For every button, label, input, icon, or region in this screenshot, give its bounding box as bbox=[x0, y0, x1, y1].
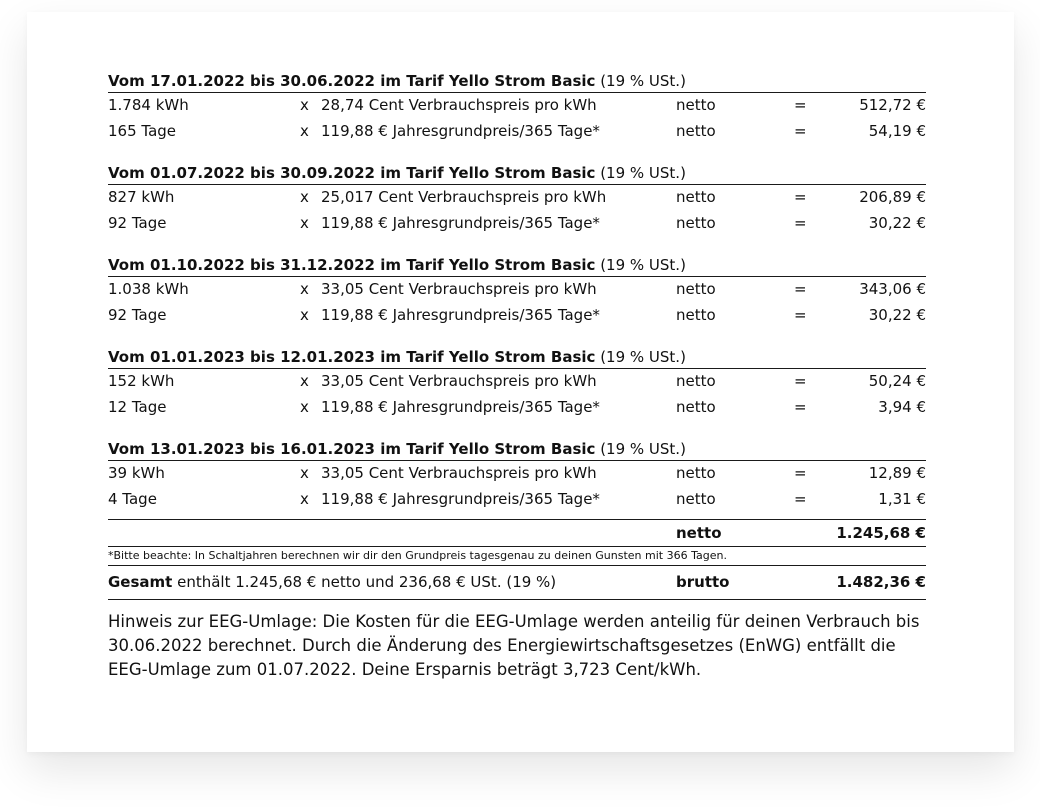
row-description: 28,74 Cent Verbrauchspreis pro kWh bbox=[321, 96, 597, 114]
row-net-label: netto bbox=[676, 397, 716, 416]
row-description: 33,05 Cent Verbrauchspreis pro kWh bbox=[321, 372, 597, 390]
row-multiplier: x bbox=[300, 280, 309, 298]
row-multiplier: x bbox=[300, 188, 309, 206]
row-equals: = bbox=[794, 489, 807, 508]
row-net-label: netto bbox=[676, 305, 716, 324]
row-amount: 206,89 € bbox=[859, 188, 926, 206]
row-amount: 30,22 € bbox=[868, 213, 926, 232]
row-quantity: 12 Tage bbox=[108, 397, 167, 416]
invoice-content bbox=[108, 70, 926, 699]
section-tax-note: (19 % USt.) bbox=[595, 164, 686, 182]
row-net-label: netto bbox=[676, 96, 716, 114]
base-price-row bbox=[108, 119, 926, 145]
row-net-label: netto bbox=[676, 372, 716, 390]
row-amount: 3,94 € bbox=[878, 397, 926, 416]
gross-total-description bbox=[108, 566, 556, 599]
section-title: Vom 01.01.2023 bis 12.01.2023 im Tarif Yello Strom Basic bbox=[108, 348, 596, 366]
section-tax-note: (19 % USt.) bbox=[595, 256, 686, 274]
row-quantity: 1.038 kWh bbox=[108, 280, 189, 298]
row-amount: 1,31 € bbox=[878, 489, 926, 508]
row-description: 119,88 € Jahresgrundpreis/365 Tage* bbox=[321, 121, 600, 140]
gross-total-label: brutto bbox=[676, 573, 730, 591]
row-multiplier: x bbox=[300, 305, 309, 324]
row-description: 25,017 Cent Verbrauchspreis pro kWh bbox=[321, 188, 607, 206]
section-header bbox=[108, 70, 926, 93]
gross-total-amount: 1.482,36 € bbox=[836, 573, 926, 591]
section-header bbox=[108, 254, 926, 277]
billing-period-section bbox=[108, 162, 926, 236]
section-title: Vom 13.01.2023 bis 16.01.2023 im Tarif Yello Strom Basic bbox=[108, 440, 596, 458]
row-description: 119,88 € Jahresgrundpreis/365 Tage* bbox=[321, 489, 600, 508]
base-price-row bbox=[108, 303, 926, 329]
consumption-row bbox=[108, 369, 926, 395]
invoice-summary bbox=[108, 519, 926, 600]
row-equals: = bbox=[794, 280, 807, 298]
billing-period-section bbox=[108, 70, 926, 144]
base-price-row bbox=[108, 487, 926, 513]
row-quantity: 92 Tage bbox=[108, 305, 167, 324]
row-net-label: netto bbox=[676, 280, 716, 298]
row-quantity: 39 kWh bbox=[108, 464, 165, 482]
consumption-row bbox=[108, 277, 926, 303]
row-multiplier: x bbox=[300, 489, 309, 508]
section-tax-note: (19 % USt.) bbox=[595, 348, 686, 366]
row-amount: 12,89 € bbox=[868, 464, 926, 482]
section-tax-note: (19 % USt.) bbox=[595, 440, 686, 458]
row-quantity: 4 Tage bbox=[108, 489, 157, 508]
section-tax-note: (19 % USt.) bbox=[595, 72, 686, 90]
row-net-label: netto bbox=[676, 213, 716, 232]
row-quantity: 152 kWh bbox=[108, 372, 175, 390]
row-equals: = bbox=[794, 464, 807, 482]
gross-total-title: Gesamt bbox=[108, 573, 173, 591]
row-description: 119,88 € Jahresgrundpreis/365 Tage* bbox=[321, 213, 600, 232]
row-net-label: netto bbox=[676, 121, 716, 140]
base-price-row bbox=[108, 395, 926, 421]
net-total-row bbox=[108, 520, 926, 547]
leap-year-footnote: *Bitte beachte: In Schaltjahren berechnen wir dir den Grundpreis tagesgenau zu deinen Gunsten mit 366 Tagen. bbox=[108, 547, 926, 566]
row-description: 119,88 € Jahresgrundpreis/365 Tage* bbox=[321, 397, 600, 416]
row-multiplier: x bbox=[300, 464, 309, 482]
row-quantity: 165 Tage bbox=[108, 121, 177, 140]
section-title: Vom 01.07.2022 bis 30.09.2022 im Tarif Yello Strom Basic bbox=[108, 164, 596, 182]
section-title: Vom 01.10.2022 bis 31.12.2022 im Tarif Yello Strom Basic bbox=[108, 256, 596, 274]
row-equals: = bbox=[794, 121, 807, 140]
base-price-row bbox=[108, 211, 926, 237]
row-equals: = bbox=[794, 372, 807, 390]
gross-total-row bbox=[108, 566, 926, 600]
row-amount: 50,24 € bbox=[868, 372, 926, 390]
consumption-row bbox=[108, 461, 926, 487]
row-description: 119,88 € Jahresgrundpreis/365 Tage* bbox=[321, 305, 600, 324]
net-total-label: netto bbox=[676, 524, 722, 542]
row-multiplier: x bbox=[300, 121, 309, 140]
row-amount: 54,19 € bbox=[868, 121, 926, 140]
billing-period-section bbox=[108, 438, 926, 512]
section-header bbox=[108, 438, 926, 461]
billing-sections bbox=[108, 70, 926, 512]
row-amount: 30,22 € bbox=[868, 305, 926, 324]
row-quantity: 1.784 kWh bbox=[108, 96, 189, 114]
eeg-levy-note: Hinweis zur EEG-Umlage: Die Kosten für die EEG-Umlage werden anteilig für deinen Verbrauch bis 30.06.2022 berechnet. Durch die Änderung des Energiewirtschaftsgesetzes (EnWG) entfällt die EEG-Umlage zum 01.07.2022. Deine Ersparnis beträgt 3,723 Cent/kWh. bbox=[108, 612, 920, 679]
row-multiplier: x bbox=[300, 96, 309, 114]
row-amount: 512,72 € bbox=[859, 96, 926, 114]
row-quantity: 827 kWh bbox=[108, 188, 175, 206]
gross-total-breakdown: enthält 1.245,68 € netto und 236,68 € USt. (19 %) bbox=[172, 573, 557, 591]
invoice-card bbox=[27, 12, 1014, 752]
row-net-label: netto bbox=[676, 489, 716, 508]
row-description: 33,05 Cent Verbrauchspreis pro kWh bbox=[321, 464, 597, 482]
row-equals: = bbox=[794, 397, 807, 416]
row-equals: = bbox=[794, 188, 807, 206]
row-multiplier: x bbox=[300, 397, 309, 416]
section-title: Vom 17.01.2022 bis 30.06.2022 im Tarif Yello Strom Basic bbox=[108, 72, 596, 90]
row-equals: = bbox=[794, 96, 807, 114]
row-equals: = bbox=[794, 213, 807, 232]
row-net-label: netto bbox=[676, 188, 716, 206]
billing-period-section bbox=[108, 254, 926, 328]
consumption-row bbox=[108, 93, 926, 119]
row-multiplier: x bbox=[300, 372, 309, 390]
section-header bbox=[108, 346, 926, 369]
row-net-label: netto bbox=[676, 464, 716, 482]
net-total-amount: 1.245,68 € bbox=[836, 524, 926, 542]
billing-period-section bbox=[108, 346, 926, 420]
row-description: 33,05 Cent Verbrauchspreis pro kWh bbox=[321, 280, 597, 298]
row-quantity: 92 Tage bbox=[108, 213, 167, 232]
consumption-row bbox=[108, 185, 926, 211]
row-multiplier: x bbox=[300, 213, 309, 232]
row-equals: = bbox=[794, 305, 807, 324]
section-header bbox=[108, 162, 926, 185]
row-amount: 343,06 € bbox=[859, 280, 926, 298]
